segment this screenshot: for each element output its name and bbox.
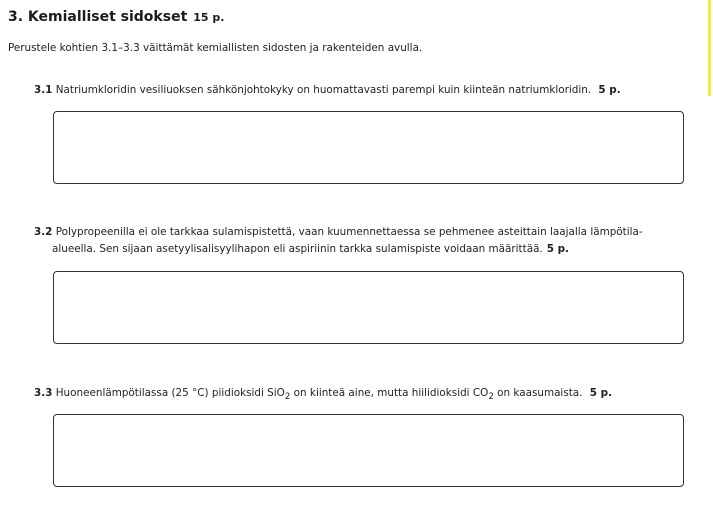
section-title (8, 9, 224, 25)
question-number: 3.3 (34, 387, 53, 399)
margin-highlight-stripe (708, 0, 711, 96)
question-text: Natriumkloridin vesiliuoksen sähkönjohtokyky on huomattavasti parempi kuin kiinteän natriumkloridin. (55, 84, 592, 96)
question-points: 5 p. (598, 84, 621, 96)
answer-box-3-3[interactable] (53, 414, 684, 487)
section-title-text: 3. Kemialliset sidokset (8, 9, 188, 25)
answer-box-3-1[interactable] (53, 111, 684, 184)
question-3-1 (34, 82, 686, 99)
question-points: 5 p. (589, 387, 613, 399)
question-points: 5 p. (546, 243, 569, 255)
subscript-2: 2 (284, 392, 291, 403)
section-instructions: Perustele kohtien 3.1–3.3 väittämät kemiallisten sidosten ja rakenteiden avulla. (8, 42, 423, 54)
question-text-c: on kaasumaista. (493, 387, 583, 399)
question-text-line2-wrap (34, 241, 686, 258)
question-number: 3.1 (34, 84, 53, 96)
question-text-a: Huoneenlämpötilassa (25 °C) piidioksidi SiO (55, 387, 285, 399)
question-text-line2: alueella. Sen sijaan asetyylisalisyylihapon eli aspiriinin tarkka sulamispiste voidaan määrittää. (52, 243, 543, 255)
question-text-b: on kiinteä aine, mutta hiilidioksidi CO (290, 387, 489, 399)
question-3-3 (34, 385, 686, 406)
question-3-2 (34, 224, 686, 258)
question-text-line1: Polypropeenilla ei ole tarkkaa sulamispistettä, vaan kuumennettaessa se pehmenee asteittain laajalla lämpötila- (55, 226, 643, 238)
subscript-2: 2 (488, 392, 494, 403)
section-points: 15 p. (193, 11, 225, 24)
question-number: 3.2 (34, 226, 53, 238)
answer-box-3-2[interactable] (53, 271, 684, 344)
